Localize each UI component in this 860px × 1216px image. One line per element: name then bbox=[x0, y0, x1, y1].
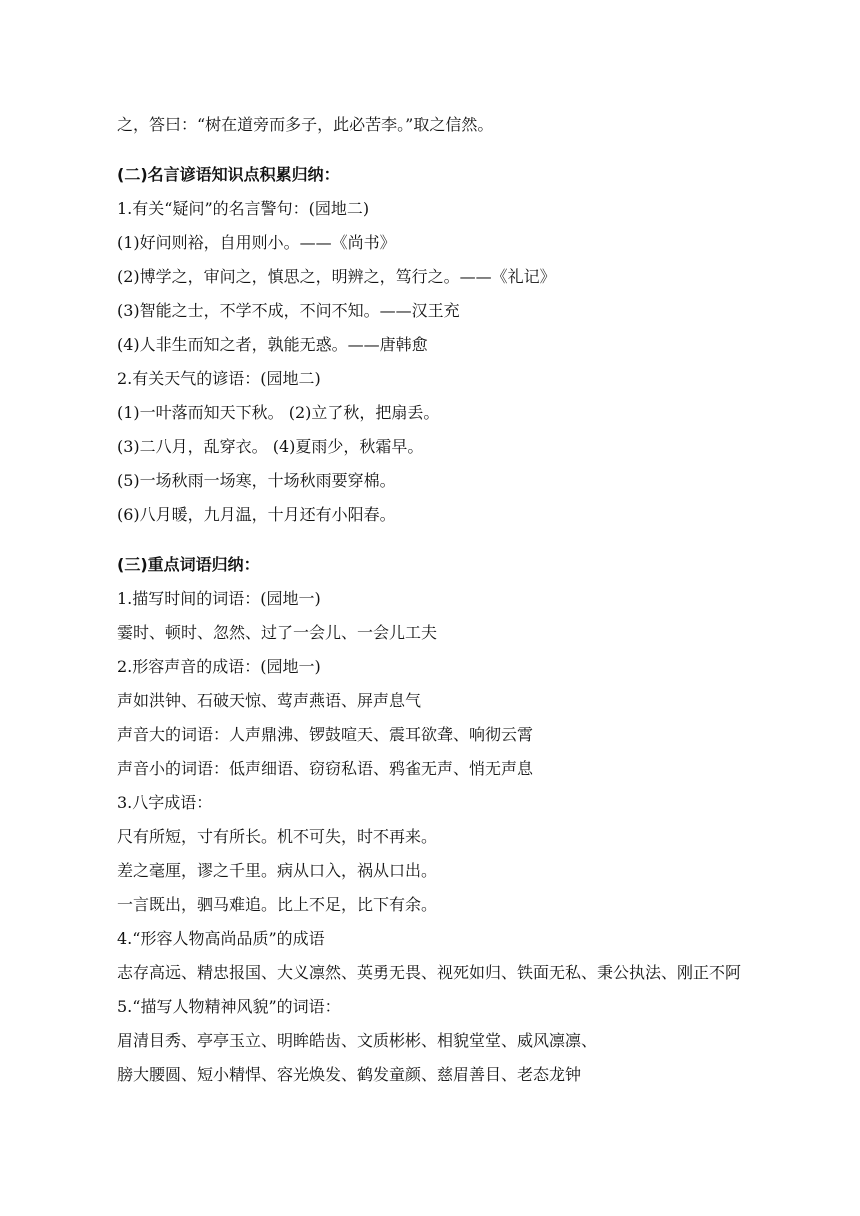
section2-sub2-title: 2.有关天气的谚语：(园地二) bbox=[117, 369, 321, 388]
section2-title: (二)名言谚语知识点积累归纳： bbox=[117, 165, 340, 184]
section3-sub5-title: 5.“描写人物精神风貌”的词语： bbox=[117, 997, 341, 1016]
time-words: 霎时、顿时、忽然、过了一会儿、一会儿工夫 bbox=[117, 623, 438, 642]
section3-title: (三)重点词语归纳： bbox=[117, 555, 260, 574]
document-page bbox=[117, 108, 757, 1092]
spacer bbox=[117, 142, 757, 150]
proverb-item: (1)一叶落而知天下秋。 (2)立了秋，把扇丢。 bbox=[117, 403, 440, 422]
section3-sub3-title: 3.八字成语： bbox=[117, 793, 213, 812]
eight-char-idioms-line: 差之毫厘，谬之千里。病从口入，祸从口出。 bbox=[117, 861, 438, 880]
quote-item: (2)博学之，审问之，慎思之，明辨之，笃行之。——《礼记》 bbox=[117, 267, 556, 286]
section2-sub1-title: 1.有关“疑问”的名言警句：(园地二) bbox=[117, 199, 370, 218]
sound-idioms-line: 声音小的词语：低声细语、窃窃私语、鸦雀无声、悄无声息 bbox=[117, 759, 534, 778]
eight-char-idioms-line: 一言既出，驷马难追。比上不足，比下有余。 bbox=[117, 895, 438, 914]
proverb-item: (6)八月暖，九月温，十月还有小阳春。 bbox=[117, 505, 396, 524]
spacer bbox=[117, 532, 757, 540]
quote-item: (4)人非生而知之者，孰能无惑。——唐韩愈 bbox=[117, 335, 428, 354]
proverb-item: (5)一场秋雨一场寒，十场秋雨要穿棉。 bbox=[117, 471, 396, 490]
quote-item: (1)好问则裕，自用则小。——《尚书》 bbox=[117, 233, 396, 252]
intro-line: 之，答曰：“树在道旁而多子，此必苦李。”取之信然。 bbox=[117, 115, 494, 134]
proverb-item: (3)二八月，乱穿衣。 (4)夏雨少，秋霜早。 bbox=[117, 437, 424, 456]
sound-idioms-line: 声如洪钟、石破天惊、莺声燕语、屏声息气 bbox=[117, 691, 422, 710]
section3-sub4-title: 4.“形容人物高尚品质”的成语 bbox=[117, 929, 325, 948]
quote-item: (3)智能之士，不学不成，不问不知。——汉王充 bbox=[117, 301, 460, 320]
appearance-words-line: 膀大腰圆、短小精悍、容光焕发、鹤发童颜、慈眉善目、老态龙钟 bbox=[117, 1065, 582, 1084]
section3-sub1-title: 1.描写时间的词语：(园地一) bbox=[117, 589, 321, 608]
appearance-words-line: 眉清目秀、亭亭玉立、明眸皓齿、文质彬彬、相貌堂堂、威风凛凛、 bbox=[117, 1031, 598, 1050]
sound-idioms-line: 声音大的词语：人声鼎沸、锣鼓喧天、震耳欲聋、响彻云霄 bbox=[117, 725, 534, 744]
noble-quality-idioms: 志存高远、精忠报国、大义凛然、英勇无畏、视死如归、铁面无私、秉公执法、刚正不阿 bbox=[117, 963, 742, 982]
section3-sub2-title: 2.形容声音的成语：(园地一) bbox=[117, 657, 321, 676]
eight-char-idioms-line: 尺有所短，寸有所长。机不可失，时不再来。 bbox=[117, 827, 438, 846]
